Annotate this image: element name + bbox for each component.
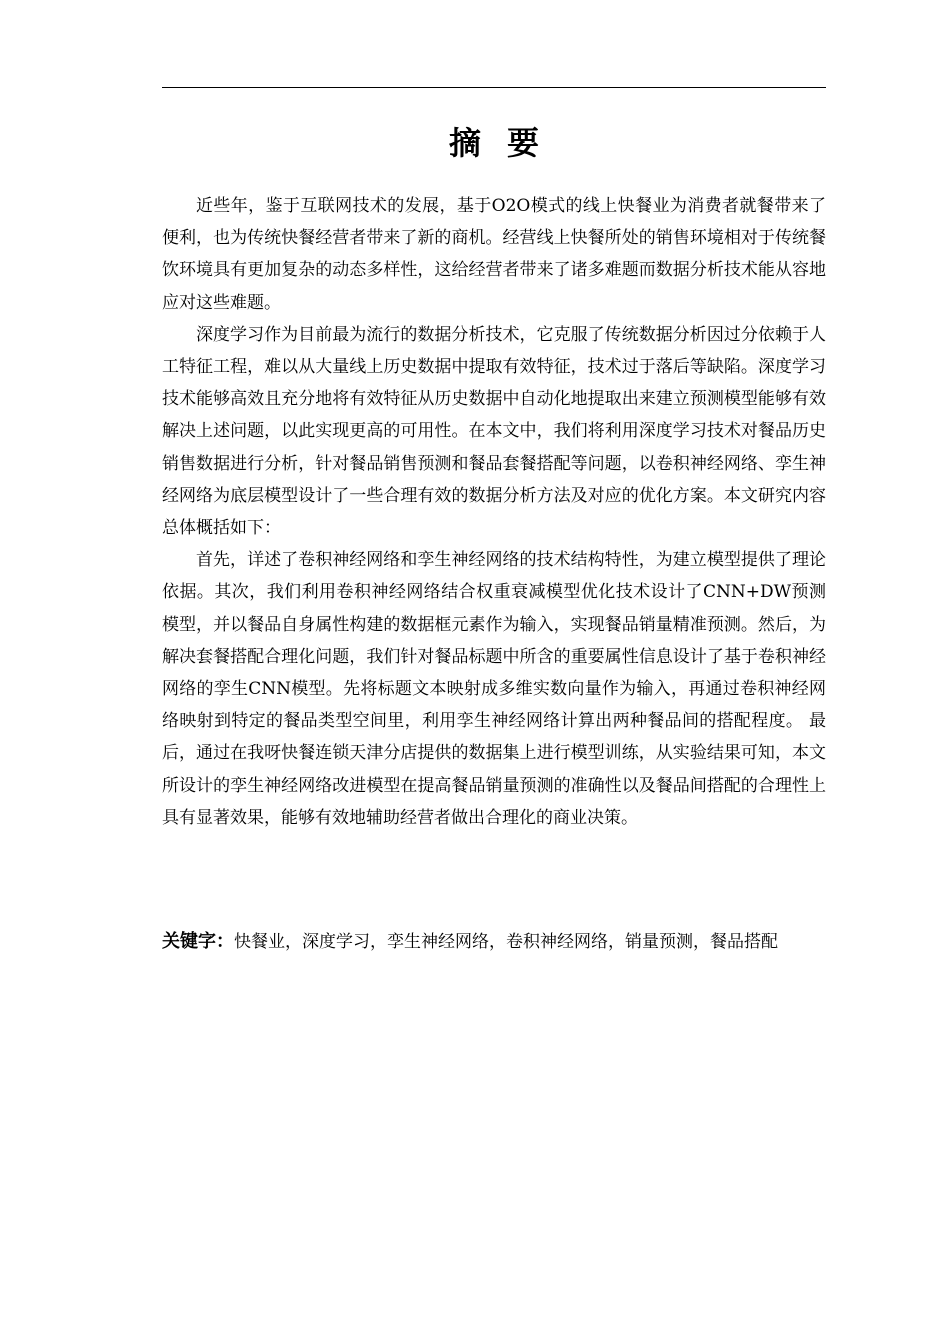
keywords-line [162,926,826,958]
abstract-paragraph-2: 深度学习作为目前最为流行的数据分析技术，它克服了传统数据分析因过分依赖于人工特征工程，难以从大量线上历史数据中提取有效特征，技术过于落后等缺陷。深度学习技术能够高效且充分地将有效特征从历史数据中自动化地提取出来建立预测模型能够有效解决上述问题，以此实现更高的可用性。在本文中，我们将利用深度学习技术对餐品历史销售数据进行分析，针对餐品销售预测和餐品套餐搭配等问题，以卷积神经网络、孪生神经网络为底层模型设计了一些合理有效的数据分析方法及对应的优化方案。本文研究内容总体概括如下： [162,324,826,539]
header-rule [162,87,826,88]
abstract-title: 摘要 [448,124,565,162]
abstract-paragraph-1: 近些年，鉴于互联网技术的发展，基于O2O模式的线上快餐业为消费者就餐带来了便利，也为传统快餐经营者带来了新的商机。经营线上快餐所处的销售环境相对于传统餐饮环境具有更加复杂的动态多样性，这给经营者带来了诸多难题而数据分析技术能从容地应对这些难题。 [162,196,826,313]
abstract-paragraph-3: 首先，详述了卷积神经网络和孪生神经网络的技术结构特性，为建立模型提供了理论依据。其次，我们利用卷积神经网络结合权重衰减模型优化技术设计了CNN+DW预测模型，并以餐品自身属性构建的数据框元素作为输入，实现餐品销量精准预测。然后，为解决套餐搭配合理化问题，我们针对餐品标题中所含的重要属性信息设计了基于卷积神经网络的孪生CNN模型。先将标题文本映射成多维实数向量作为输入，再通过卷积神经网络映射到特定的餐品类型空间里，利用孪生神经网络计算出两种餐品间的搭配程度。 最后，通过在我呀快餐连锁天津分店提供的数据集上进行模型训练，从实验结果可知，本文所设计的孪生神经网络改进模型在提高餐品销量预测的准确性以及餐品间搭配的合理性上具有显著效果，能够有效地辅助经营者做出合理化的商业决策。 [162,550,826,828]
keywords-label: 关键字： [162,931,234,952]
abstract-body [162,190,826,834]
keywords-list: 快餐业，深度学习，孪生神经网络，卷积神经网络，销量预测，餐品搭配 [234,932,778,952]
